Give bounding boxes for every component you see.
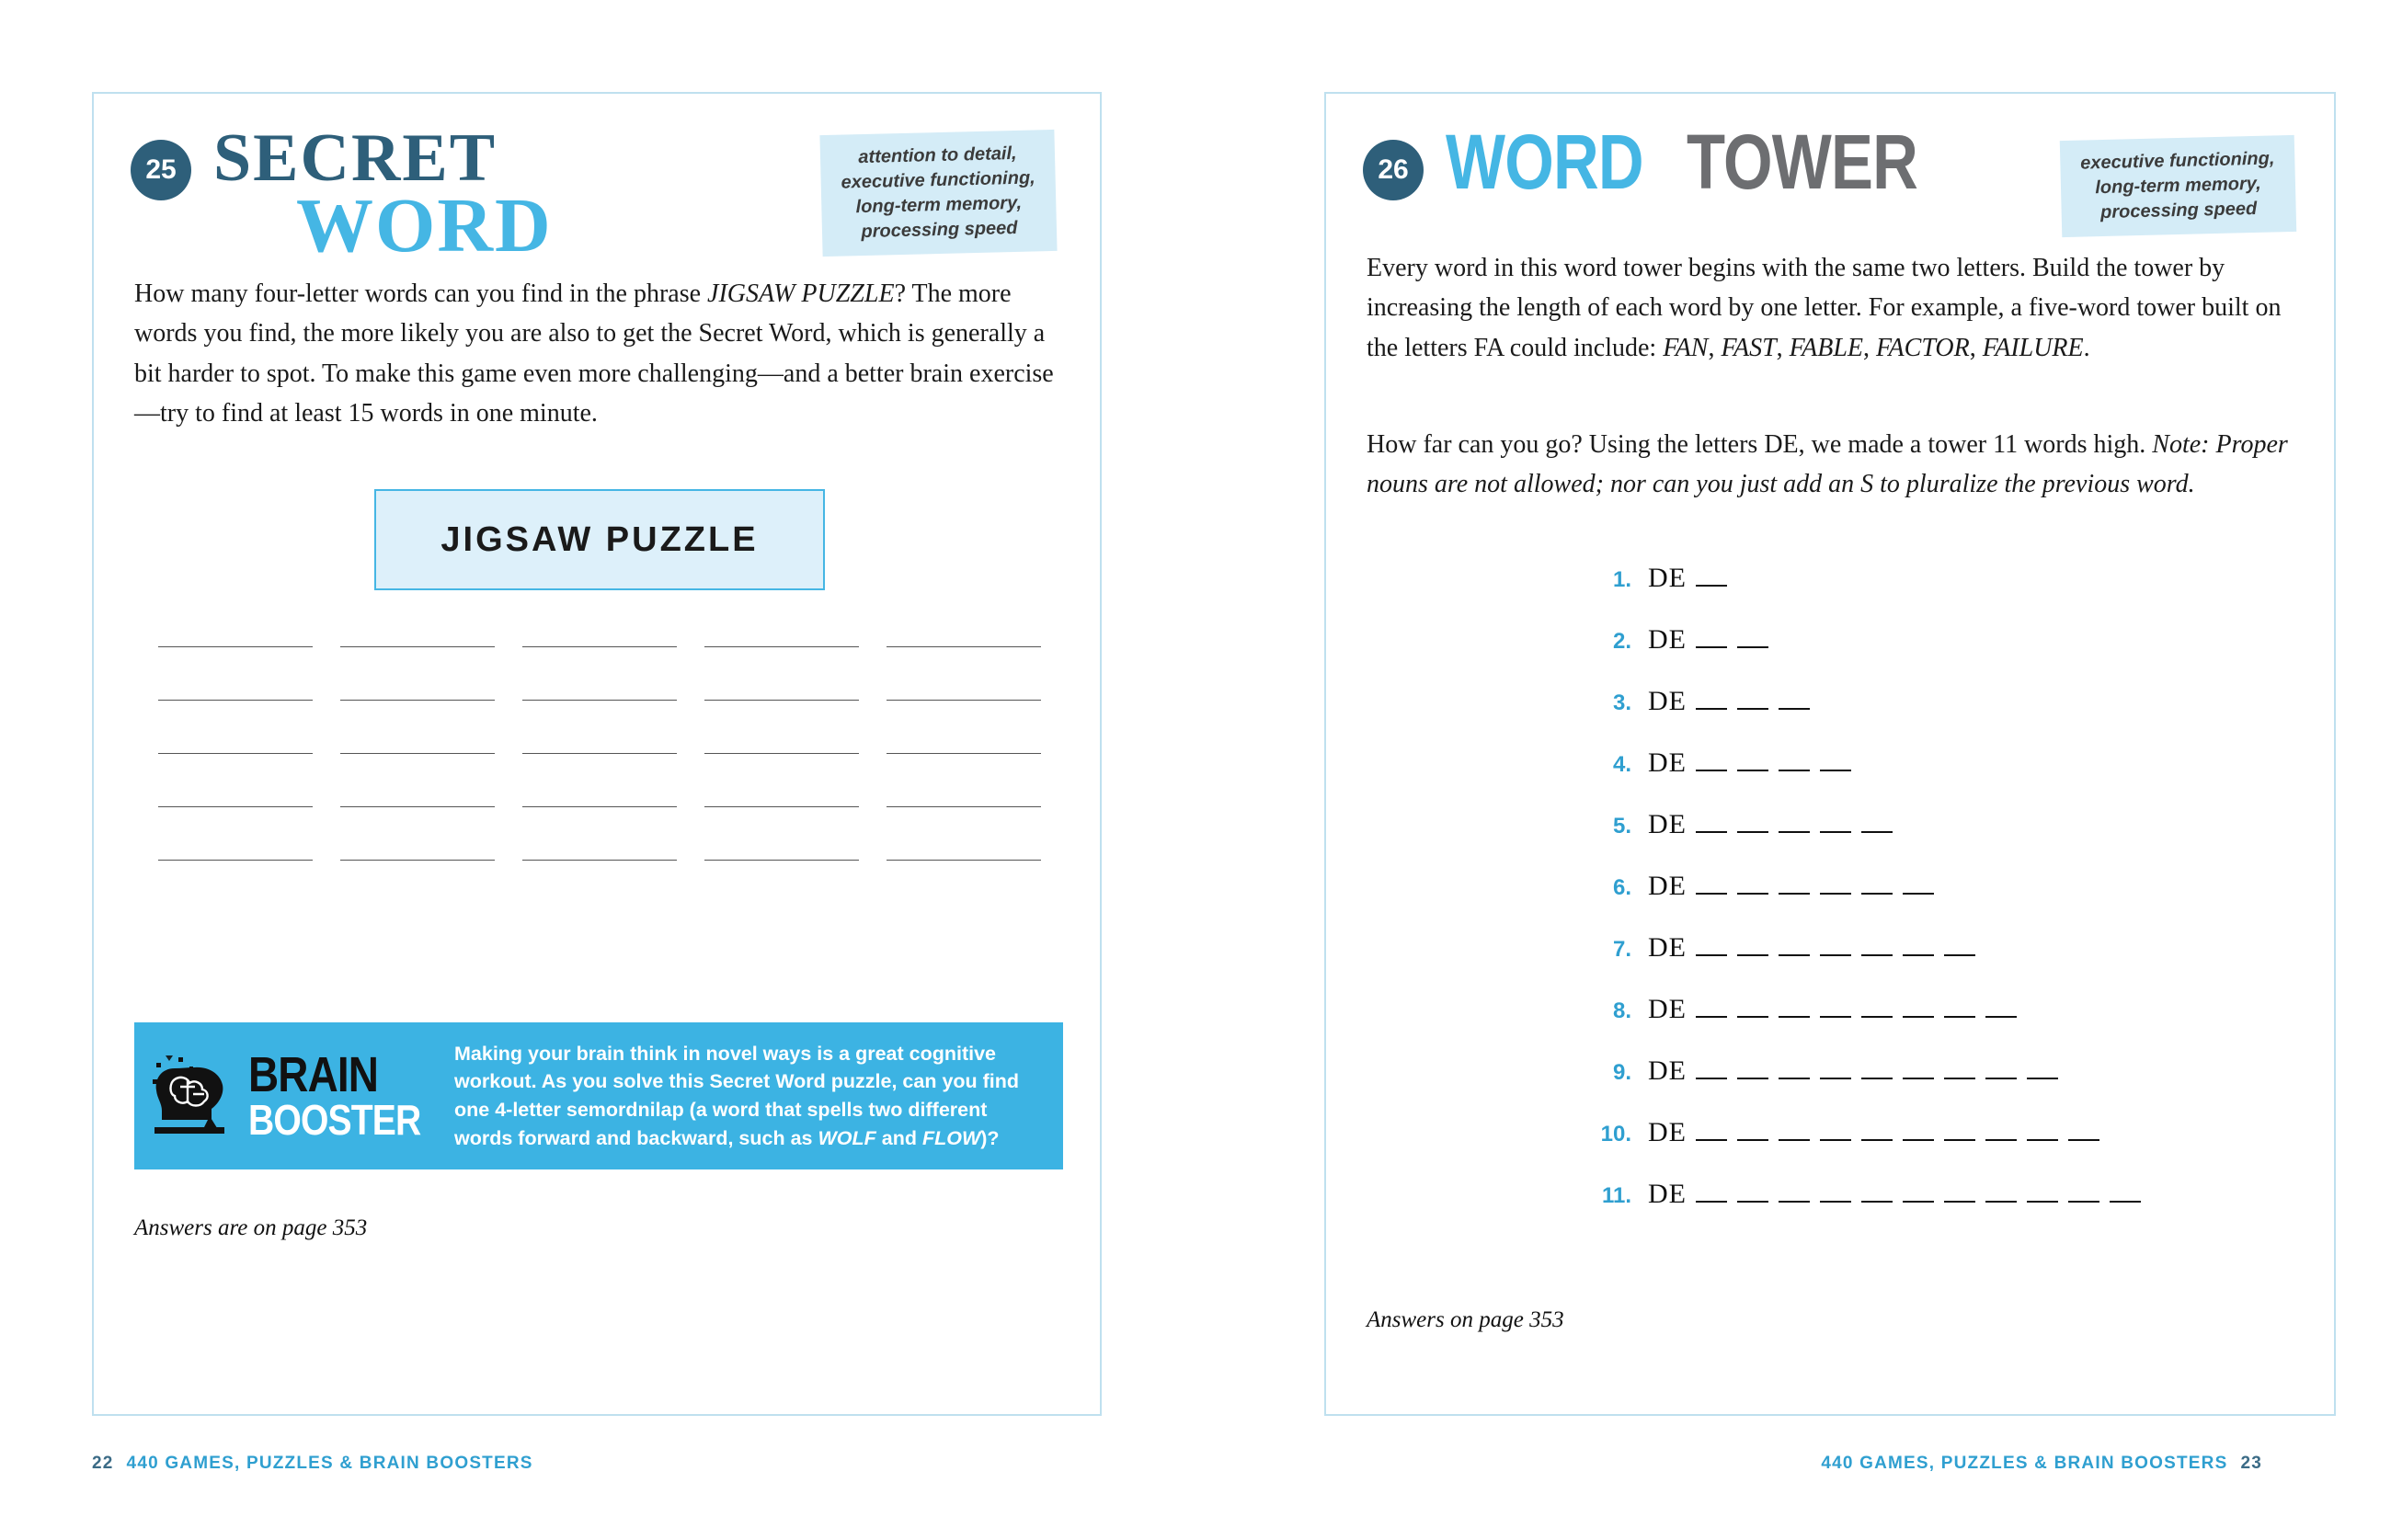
- tower-blank[interactable]: [1779, 1016, 1810, 1018]
- answer-blank[interactable]: [158, 752, 313, 754]
- tower-blank[interactable]: [1861, 893, 1893, 895]
- tower-blank[interactable]: [1903, 1201, 1934, 1203]
- tower-blank[interactable]: [2110, 1201, 2141, 1203]
- tower-row-number: 10.: [1600, 1122, 1631, 1146]
- tower-blank[interactable]: [1696, 646, 1727, 648]
- page-number-left: 22: [92, 1454, 114, 1473]
- tower-row-number: 5.: [1612, 814, 1631, 838]
- tower-row[interactable]: [1574, 747, 2273, 809]
- tower-blank[interactable]: [1861, 954, 1893, 956]
- tower-blank[interactable]: [1779, 708, 1810, 710]
- tower-blank[interactable]: [1944, 954, 1975, 956]
- tower-blank[interactable]: [2027, 1201, 2058, 1203]
- tower-blank[interactable]: [1861, 1016, 1893, 1018]
- puzzle-title: [213, 120, 553, 269]
- tower-prefix: DE: [1648, 747, 1687, 778]
- tower-blank[interactable]: [1696, 1201, 1727, 1203]
- tower-blank[interactable]: [1737, 1078, 1768, 1079]
- tower-row[interactable]: [1574, 686, 2273, 747]
- tower-blanks[interactable]: [1696, 646, 1779, 648]
- answer-blank[interactable]: [158, 645, 313, 647]
- answer-blank[interactable]: [340, 645, 495, 647]
- answer-line-row[interactable]: [158, 805, 1041, 807]
- tower-blank[interactable]: [1779, 954, 1810, 956]
- answer-blank[interactable]: [887, 805, 1041, 807]
- tower-prefix: DE: [1648, 1055, 1687, 1086]
- answer-blank[interactable]: [704, 699, 859, 701]
- answer-blank[interactable]: [522, 752, 677, 754]
- puzzle-title-tower: TOWER: [1686, 119, 1917, 205]
- skills-tag: attention to detail, executive functioning, long-term memory, processing speed: [819, 130, 1057, 257]
- booster-word-booster: BOOSTER: [248, 1095, 421, 1144]
- brain-booster-logo: [134, 1048, 454, 1145]
- tower-blanks[interactable]: [1696, 954, 1985, 956]
- puzzle-number-badge: 25: [131, 140, 191, 200]
- tower-prefix: DE: [1648, 871, 1687, 901]
- footer-title-right: 440 GAMES, PUZZLES & BRAIN BOOSTERS: [1821, 1454, 2228, 1473]
- tower-blank[interactable]: [1737, 893, 1768, 895]
- brain-icon: [147, 1048, 239, 1145]
- tower-row-number: 7.: [1612, 937, 1631, 962]
- answer-lines-grid[interactable]: [158, 645, 1041, 861]
- source-phrase-box: JIGSAW PUZZLE: [374, 489, 825, 590]
- footer-right: [1821, 1454, 2262, 1474]
- puzzle-number-badge: 26: [1363, 140, 1424, 200]
- tower-blank[interactable]: [1737, 770, 1768, 771]
- tower-blank[interactable]: [1944, 1139, 1975, 1141]
- tower-blank[interactable]: [1861, 831, 1893, 833]
- skills-tag: executive functioning, long-term memory, processing speed: [2060, 135, 2296, 237]
- tower-blank[interactable]: [1737, 954, 1768, 956]
- tower-blank[interactable]: [2068, 1201, 2099, 1203]
- tower-blank[interactable]: [1737, 1139, 1768, 1141]
- answer-line-row[interactable]: [158, 859, 1041, 861]
- tower-blank[interactable]: [1696, 1078, 1727, 1079]
- tower-blank[interactable]: [1696, 831, 1727, 833]
- tower-blank[interactable]: [2068, 1139, 2099, 1141]
- puzzle-title-word: WORD: [1446, 119, 1643, 205]
- answer-blank[interactable]: [704, 752, 859, 754]
- tower-blanks[interactable]: [1696, 770, 1861, 771]
- tower-blanks[interactable]: [1696, 831, 1903, 833]
- tower-blanks[interactable]: [1696, 1201, 2151, 1203]
- answer-line-row[interactable]: [158, 645, 1041, 647]
- tower-prefix: DE: [1648, 994, 1687, 1024]
- puzzle-title: [1446, 119, 1968, 205]
- tower-prefix: DE: [1648, 932, 1687, 963]
- answer-blank[interactable]: [340, 699, 495, 701]
- tower-blank[interactable]: [1779, 1201, 1810, 1203]
- tower-blanks[interactable]: [1696, 585, 1737, 587]
- tower-prefix: DE: [1648, 1117, 1687, 1147]
- tower-blank[interactable]: [1820, 831, 1851, 833]
- answer-blank[interactable]: [704, 645, 859, 647]
- page-right-frame: [1324, 92, 2336, 1416]
- tower-row[interactable]: [1574, 1055, 2273, 1117]
- tower-blank[interactable]: [1985, 1201, 2017, 1203]
- puzzle-title-line1: SECRET: [213, 120, 498, 196]
- tower-row[interactable]: [1574, 871, 2273, 932]
- tower-row[interactable]: [1574, 994, 2273, 1055]
- tower-blank[interactable]: [1696, 1016, 1727, 1018]
- page-left-frame: [92, 92, 1102, 1416]
- tower-blank[interactable]: [1779, 770, 1810, 771]
- answer-line-row[interactable]: [158, 699, 1041, 701]
- answer-blank[interactable]: [340, 752, 495, 754]
- tower-row-number: 11.: [1601, 1183, 1631, 1208]
- puzzle-instructions-2: How far can you go? Using the letters DE, we made a tower 11 words high. Note: Proper nouns are not allowed; nor can you just add an S to pluralize the previous word.: [1367, 430, 2288, 499]
- brain-booster-wordmark: [248, 1047, 451, 1144]
- tower-prefix: DE: [1648, 809, 1687, 839]
- tower-blanks[interactable]: [1696, 1078, 2068, 1079]
- tower-blank[interactable]: [1985, 1078, 2017, 1079]
- tower-blank[interactable]: [1779, 831, 1810, 833]
- tower-blank[interactable]: [1737, 831, 1768, 833]
- answer-blank[interactable]: [887, 752, 1041, 754]
- tower-blank[interactable]: [1696, 1139, 1727, 1141]
- tower-blank[interactable]: [1696, 893, 1727, 895]
- answer-blank[interactable]: [158, 805, 313, 807]
- tower-blank[interactable]: [1985, 1139, 2017, 1141]
- tower-row-number: 4.: [1612, 752, 1631, 777]
- tower-blank[interactable]: [1737, 708, 1768, 710]
- tower-blank[interactable]: [1985, 1016, 2017, 1018]
- answer-blank[interactable]: [522, 859, 677, 861]
- page-number-right: 23: [2240, 1454, 2262, 1473]
- tower-blank[interactable]: [1737, 1016, 1768, 1018]
- tower-row-number: 2.: [1612, 629, 1631, 654]
- tower-blank[interactable]: [1820, 770, 1851, 771]
- tower-row-number: 3.: [1612, 690, 1631, 715]
- brain-booster-text: Making your brain think in novel ways is a great cognitive workout. As you solve this Secret Word puzzle, can you find one 4-letter semordnilap (a word that spells two different words forward and backward, such as WOLF and FLOW)?: [454, 1042, 1020, 1149]
- tower-blanks[interactable]: [1696, 893, 1944, 895]
- answer-blank[interactable]: [704, 859, 859, 861]
- tower-blank[interactable]: [1737, 1201, 1768, 1203]
- tower-blank[interactable]: [1696, 585, 1727, 587]
- tower-blanks[interactable]: [1696, 1016, 2027, 1018]
- tower-blank[interactable]: [1696, 770, 1727, 771]
- puzzle-title-line2: WORD: [296, 183, 553, 269]
- answer-blank[interactable]: [887, 859, 1041, 861]
- answer-blank[interactable]: [340, 805, 495, 807]
- tower-blank[interactable]: [1903, 893, 1934, 895]
- tower-row-number: 1.: [1612, 567, 1631, 592]
- tower-blank[interactable]: [1696, 708, 1727, 710]
- answer-line-row[interactable]: [158, 752, 1041, 754]
- tower-blank[interactable]: [2027, 1078, 2058, 1079]
- puzzle-instructions-1: Every word in this word tower begins with the same two letters. Build the tower by increasing the length of each word by one letter. For example, a five-word tower built on the letters FA could include: FAN, FAST, FABLE, FACTOR, FAILURE.: [1367, 254, 2282, 362]
- answer-blank[interactable]: [522, 699, 677, 701]
- answer-blank[interactable]: [887, 699, 1041, 701]
- tower-blank[interactable]: [1944, 1016, 1975, 1018]
- tower-row[interactable]: [1574, 932, 2273, 994]
- puzzle-25-header: [131, 120, 553, 269]
- tower-blank[interactable]: [1944, 1201, 1975, 1203]
- tower-blank[interactable]: [1861, 1078, 1893, 1079]
- tower-blank[interactable]: [1820, 893, 1851, 895]
- puzzle-26-header: [1363, 119, 1968, 205]
- page-right: [1196, 0, 2391, 1540]
- tower-blank[interactable]: [1903, 1139, 1934, 1141]
- tower-row-number: 9.: [1612, 1060, 1631, 1085]
- footer-left: [92, 1454, 533, 1474]
- answer-blank[interactable]: [522, 805, 677, 807]
- tower-prefix: DE: [1648, 624, 1687, 655]
- answer-blank[interactable]: [158, 859, 313, 861]
- answers-reference: Answers on page 353: [1367, 1307, 1564, 1332]
- answer-blank[interactable]: [522, 645, 677, 647]
- tower-blank[interactable]: [1820, 1201, 1851, 1203]
- tower-blank[interactable]: [1820, 1139, 1851, 1141]
- tower-blank[interactable]: [1820, 1016, 1851, 1018]
- puzzle-instructions: How many four-letter words can you find in the phrase JIGSAW PUZZLE? The more words you find, the more likely you are also to get the Secret Word, which is generally a bit harder to spot. To make this game even more challenging—and a better brain exercise—try to find at least 15 words in one minute.: [134, 279, 1054, 428]
- tower-row[interactable]: [1574, 1179, 2273, 1240]
- answer-blank[interactable]: [887, 645, 1041, 647]
- tower-blank[interactable]: [1820, 954, 1851, 956]
- tower-row[interactable]: [1574, 624, 2273, 686]
- tower-blank[interactable]: [1696, 954, 1727, 956]
- tower-row-number: 8.: [1612, 998, 1631, 1023]
- tower-row[interactable]: [1574, 1117, 2273, 1179]
- tower-row[interactable]: [1574, 809, 2273, 871]
- answer-blank[interactable]: [158, 699, 313, 701]
- answer-blank[interactable]: [340, 859, 495, 861]
- tower-blank[interactable]: [2027, 1139, 2058, 1141]
- tower-blank[interactable]: [1861, 1139, 1893, 1141]
- tower-prefix: DE: [1648, 686, 1687, 716]
- word-tower-list[interactable]: [1574, 563, 2273, 1240]
- tower-row-number: 6.: [1612, 875, 1631, 900]
- tower-blank[interactable]: [1737, 646, 1768, 648]
- tower-blanks[interactable]: [1696, 708, 1820, 710]
- booster-word-brain: BRAIN: [248, 1047, 379, 1102]
- tower-blanks[interactable]: [1696, 1139, 2110, 1141]
- brain-booster-panel: [134, 1022, 1063, 1169]
- answer-blank[interactable]: [704, 805, 859, 807]
- tower-prefix: DE: [1648, 1179, 1687, 1209]
- tower-prefix: DE: [1648, 563, 1687, 593]
- tower-blank[interactable]: [1861, 1201, 1893, 1203]
- tower-blank[interactable]: [1903, 1016, 1934, 1018]
- answers-reference: Answers are on page 353: [134, 1215, 368, 1240]
- tower-blank[interactable]: [1944, 1078, 1975, 1079]
- footer-title-left: 440 GAMES, PUZZLES & BRAIN BOOSTERS: [126, 1454, 533, 1473]
- tower-blank[interactable]: [1903, 954, 1934, 956]
- tower-blank[interactable]: [1779, 1078, 1810, 1079]
- tower-blank[interactable]: [1779, 893, 1810, 895]
- tower-blank[interactable]: [1779, 1139, 1810, 1141]
- tower-row[interactable]: [1574, 563, 2273, 624]
- tower-blank[interactable]: [1820, 1078, 1851, 1079]
- tower-blank[interactable]: [1903, 1078, 1934, 1079]
